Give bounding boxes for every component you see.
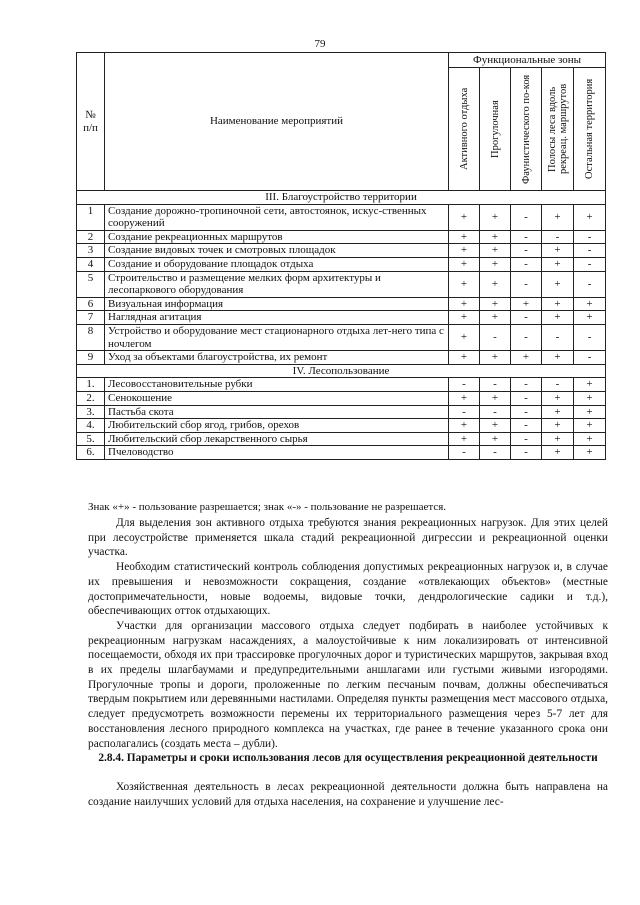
zone-mark: +: [449, 419, 480, 433]
page-number: 79: [314, 38, 326, 50]
zone-mark: +: [480, 391, 511, 405]
zone-mark: +: [449, 271, 480, 297]
section-title: III. Благоустройство территории: [77, 191, 606, 205]
zone-mark: +: [542, 351, 574, 365]
zone-mark: +: [542, 311, 574, 325]
zone-mark: +: [574, 297, 606, 311]
zone-mark: +: [542, 432, 574, 446]
zone-mark: +: [480, 297, 511, 311]
zone-mark: +: [574, 405, 606, 419]
zone-header: Полосы леса вдоль рекреац. маршрутов: [542, 68, 574, 191]
zone-mark: +: [480, 311, 511, 325]
table-row: [77, 244, 606, 258]
zone-mark: +: [542, 297, 574, 311]
zone-mark: -: [511, 378, 542, 392]
zone-mark: -: [511, 446, 542, 460]
zone-mark: +: [574, 446, 606, 460]
row-number: 2.: [77, 391, 105, 405]
zone-mark: -: [542, 324, 574, 350]
paragraph: Для выделения зон активного отдыха требуются знания рекреационных нагрузок. Для этих целей при лесоустройстве применяется шкала стадий рекреационной дигрессии и рекреационной оценки участка.: [88, 517, 608, 559]
zone-mark: +: [449, 311, 480, 325]
zone-mark: -: [511, 419, 542, 433]
row-number: 9: [77, 351, 105, 365]
zone-mark: +: [449, 244, 480, 258]
zone-mark: -: [449, 378, 480, 392]
zone-mark: -: [574, 244, 606, 258]
zone-mark: -: [511, 230, 542, 244]
zone-mark: +: [480, 432, 511, 446]
measure-name: Сенокошение: [105, 391, 449, 405]
zone-mark: +: [449, 204, 480, 230]
table-row: [77, 419, 606, 433]
zone-mark: +: [542, 244, 574, 258]
col-name-header: Наименование мероприятий: [105, 53, 449, 191]
zone-mark: +: [480, 204, 511, 230]
paragraph: Необходим статистический контроль соблюдения допустимых рекреационных нагрузок и, в случае их превышения и невозможности сокращения, создание «отвлекающих объектов» (местные достопримечательности, новые водоемы, видовые точки, дендрологические садики и т.д.), обеспечивающих отток отдыхающих.: [88, 561, 608, 618]
zone-mark: +: [574, 432, 606, 446]
table-body: [77, 191, 606, 460]
row-number: 6.: [77, 446, 105, 460]
zone-mark: -: [574, 230, 606, 244]
legend-note: Знак «+» - пользование разрешается; знак «-» - пользование не разрешается.: [88, 501, 447, 513]
zone-mark: -: [511, 204, 542, 230]
table-row: [77, 446, 606, 460]
zone-mark: -: [511, 405, 542, 419]
zone-mark: -: [511, 324, 542, 350]
zone-mark: -: [511, 391, 542, 405]
measure-name: Пастьба скота: [105, 405, 449, 419]
row-number: 5: [77, 271, 105, 297]
table-row: [77, 311, 606, 325]
row-number: 3.: [77, 405, 105, 419]
zone-mark: +: [574, 378, 606, 392]
row-number: 1.: [77, 378, 105, 392]
zone-mark: -: [449, 446, 480, 460]
row-number: 1: [77, 204, 105, 230]
measure-name: Любительский сбор лекарственного сырья: [105, 432, 449, 446]
zone-header: Прогулочная: [480, 68, 511, 191]
measure-name: Уход за объектами благоустройства, их ремонт: [105, 351, 449, 365]
measure-name: Создание рекреационных маршрутов: [105, 230, 449, 244]
zone-mark: +: [449, 297, 480, 311]
section-row: [77, 191, 606, 205]
zone-mark: +: [574, 391, 606, 405]
measure-name: Пчеловодство: [105, 446, 449, 460]
row-number: 5.: [77, 432, 105, 446]
table-row: [77, 324, 606, 350]
zone-header: Фаунистического по-коя: [511, 68, 542, 191]
zone-mark: +: [449, 351, 480, 365]
measure-name: Лесовосстановительные рубки: [105, 378, 449, 392]
zones-header: Функциональные зоны: [449, 53, 606, 68]
row-number: 3: [77, 244, 105, 258]
body-text: [88, 516, 608, 809]
table-row: [77, 391, 606, 405]
zone-mark: -: [574, 257, 606, 271]
measure-name: Создание и оборудование площадок отдыха: [105, 257, 449, 271]
row-number: 4: [77, 257, 105, 271]
table-row: [77, 378, 606, 392]
row-number: 2: [77, 230, 105, 244]
zone-mark: -: [574, 271, 606, 297]
row-number: 4.: [77, 419, 105, 433]
zone-mark: +: [574, 204, 606, 230]
zone-mark: +: [542, 446, 574, 460]
section-title: IV. Лесопользование: [77, 364, 606, 378]
table-row: [77, 204, 606, 230]
zone-mark: -: [574, 324, 606, 350]
table-row: [77, 351, 606, 365]
zone-mark: -: [542, 378, 574, 392]
measure-name: Создание дорожно-тропиночной сети, автостоянок, искус-ственных сооружений: [105, 204, 449, 230]
measure-name: Наглядная агитация: [105, 311, 449, 325]
zone-mark: +: [542, 204, 574, 230]
zone-mark: +: [542, 419, 574, 433]
zone-mark: +: [449, 432, 480, 446]
table-row: [77, 405, 606, 419]
zone-mark: -: [480, 405, 511, 419]
zone-mark: -: [511, 257, 542, 271]
zone-mark: -: [511, 271, 542, 297]
table-row: [77, 230, 606, 244]
section-heading: 2.8.4. Параметры и сроки использования лесов для осуществления рекреационной деятельности: [98, 752, 598, 765]
zone-mark: +: [542, 257, 574, 271]
zone-header: Остальная территория: [574, 68, 606, 191]
row-number: 7: [77, 311, 105, 325]
zone-mark: +: [542, 405, 574, 419]
zone-mark: +: [480, 257, 511, 271]
row-number: 8: [77, 324, 105, 350]
measure-name: Визуальная информация: [105, 297, 449, 311]
zone-mark: -: [574, 351, 606, 365]
table-row: [77, 432, 606, 446]
measures-table: [76, 52, 606, 460]
zone-mark: +: [480, 271, 511, 297]
zone-mark: +: [480, 244, 511, 258]
zone-mark: +: [574, 311, 606, 325]
zone-mark: -: [480, 446, 511, 460]
measure-name: Создание видовых точек и смотровых площадок: [105, 244, 449, 258]
zone-mark: -: [449, 405, 480, 419]
table-row: [77, 257, 606, 271]
row-number: 6: [77, 297, 105, 311]
zone-mark: -: [542, 230, 574, 244]
zone-mark: +: [542, 271, 574, 297]
paragraph: Участки для организации массового отдыха следует подбирать в наиболее устойчивых к рекреационным нагрузкам насаждениях, а малоустойчивые к ним локализировать от интенсивной посещаемости, обходя их при трассировке прогулочных дорог и туристических маршрутов, закрывая вход в их пределы шлагбаумами и предупредительными аншлагами или густыми живыми изгородями. Прогулочные тропы и дороги, проложенные по легким песчаным почвам, должны обеспечиваться твердым покрытием или деревянными настилами. Определяя пункты размещения мест массового отдыха, следует предусмотреть возможности перемены их территориального размещения через 5-7 лет для восстановления лесного природного комплекса на участках, где ранее в течение указанного срока они располагались (создать места – дубли).: [88, 619, 608, 750]
measure-name: Устройство и оборудование мест стационарного отдыха лет-него типа с ночлегом: [105, 324, 449, 350]
zone-mark: +: [480, 230, 511, 244]
zone-mark: +: [511, 351, 542, 365]
zone-mark: +: [480, 351, 511, 365]
paragraph: Хозяйственная деятельность в лесах рекреационной деятельности должна быть направлена на создание наилучших условий для отдыха населения, на сохранение и улучшение лес-: [88, 780, 608, 808]
table-row: [77, 297, 606, 311]
zone-mark: -: [511, 432, 542, 446]
zone-mark: +: [449, 391, 480, 405]
zone-mark: -: [511, 244, 542, 258]
section-row: [77, 364, 606, 378]
zone-mark: +: [449, 324, 480, 350]
zone-mark: +: [574, 419, 606, 433]
measure-name: Любительский сбор ягод, грибов, орехов: [105, 419, 449, 433]
zone-mark: +: [480, 419, 511, 433]
zone-mark: +: [449, 230, 480, 244]
measure-name: Строительство и размещение мелких форм архитектуры и лесопаркового оборудования: [105, 271, 449, 297]
zone-header: Активного отдыха: [449, 68, 480, 191]
zone-mark: +: [449, 257, 480, 271]
zone-mark: -: [511, 311, 542, 325]
zone-mark: -: [480, 324, 511, 350]
zone-mark: +: [542, 391, 574, 405]
zone-mark: +: [511, 297, 542, 311]
zone-mark: -: [480, 378, 511, 392]
table-row: [77, 271, 606, 297]
col-num-header: № п/п: [77, 53, 105, 191]
